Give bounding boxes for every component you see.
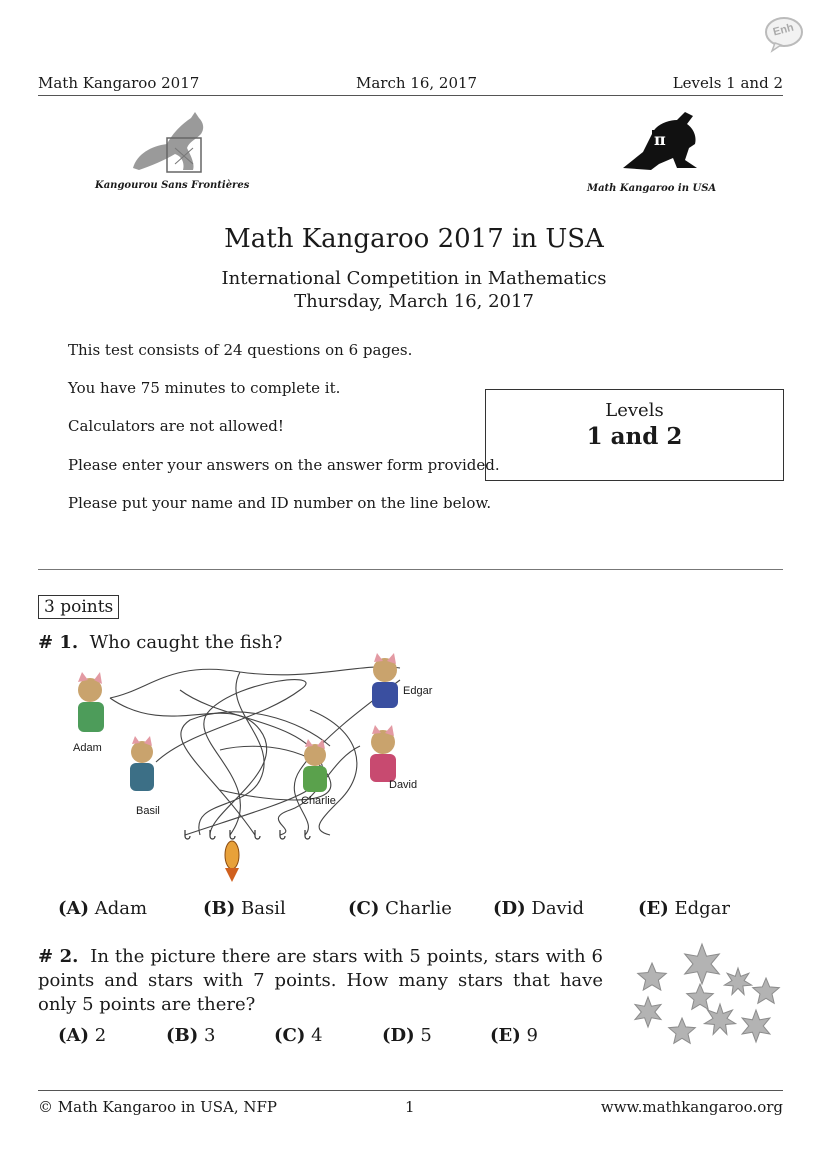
star-icon — [669, 1018, 696, 1043]
instruction-line: You have 75 minutes to complete it. — [68, 379, 341, 397]
footer-right[interactable]: www.mathkangaroo.org — [600, 1098, 783, 1116]
page-title: Math Kangaroo 2017 in USA — [224, 224, 604, 254]
q1-option-b[interactable]: (B) Basil — [203, 898, 286, 919]
star-icon — [638, 963, 667, 990]
left-logo-caption: Kangourou Sans Frontières — [95, 180, 250, 191]
question-2-text: In the picture there are stars with 5 points, stars with 6 points and stars with 7 points. How many stars that have only 5 points are there? — [38, 946, 603, 1015]
header-center: March 16, 2017 — [356, 74, 478, 92]
levels-box — [485, 389, 784, 481]
kangaroo-logo-icon — [95, 108, 255, 180]
q2-option-c[interactable]: (C) 4 — [274, 1025, 323, 1046]
star-icon — [753, 978, 780, 1003]
instruction-line: Calculators are not allowed! — [68, 417, 284, 435]
instruction-line: Please put your name and ID number on the line below. — [68, 494, 492, 512]
footer-rule — [38, 1090, 783, 1091]
question-1-number: # 1. — [38, 632, 79, 653]
question-2-number: # 2. — [38, 946, 79, 967]
footer-page-number: 1 — [405, 1098, 415, 1116]
stars-figure — [628, 940, 788, 1050]
figure-label-edgar: Edgar — [403, 685, 433, 697]
figure-label-david: David — [389, 779, 418, 791]
cat-david-icon — [370, 725, 396, 782]
q2-option-d[interactable]: (D) 5 — [382, 1025, 432, 1046]
section-divider — [38, 569, 783, 570]
figure-label-basil: Basil — [136, 805, 160, 817]
q2-option-b[interactable]: (B) 3 — [166, 1025, 216, 1046]
star-icon — [724, 968, 751, 995]
star-icon — [704, 1004, 735, 1034]
header-left: Math Kangaroo 2017 — [38, 74, 200, 92]
star-icon — [635, 997, 661, 1027]
cat-basil-icon — [130, 736, 154, 791]
instruction-line: Please enter your answers on the answer form provided. — [68, 456, 500, 474]
instruction-line: This test consists of 24 questions on 6 pages. — [68, 341, 413, 359]
question-1-figure — [60, 650, 460, 890]
q2-option-a[interactable]: (A) 2 — [58, 1025, 107, 1046]
levels-value: 1 and 2 — [586, 423, 683, 450]
q2-option-e[interactable]: (E) 9 — [490, 1025, 538, 1046]
cat-adam-icon — [78, 672, 104, 732]
kangourou-logo — [95, 108, 255, 198]
subtitle-line-1: International Competition in Mathematics — [221, 268, 607, 289]
levels-label: Levels — [605, 400, 664, 421]
q1-option-e[interactable]: (E) Edgar — [638, 898, 731, 919]
star-icon — [685, 944, 720, 984]
star-icon — [687, 984, 714, 1009]
figure-label-charlie: Charlie — [301, 795, 336, 807]
points-box: 3 points — [38, 595, 119, 619]
header-right: Levels 1 and 2 — [672, 74, 783, 92]
header-rule — [38, 95, 783, 96]
question-2-block — [38, 945, 603, 1017]
fish-icon — [225, 841, 239, 882]
figure-label-adam: Adam — [73, 742, 102, 754]
cat-charlie-icon — [303, 739, 327, 792]
tangled-lines-figure — [60, 650, 460, 890]
q1-option-c[interactable]: (C) Charlie — [348, 898, 452, 919]
footer-left: © Math Kangaroo in USA, NFP — [38, 1098, 278, 1116]
subtitle-line-2: Thursday, March 16, 2017 — [294, 291, 534, 312]
question-1-text: Who caught the fish? — [89, 632, 283, 653]
right-logo-caption: Math Kangaroo in USA — [587, 183, 717, 194]
stars-svg — [628, 940, 788, 1050]
cat-edgar-icon — [372, 653, 398, 708]
q1-option-d[interactable]: (D) David — [493, 898, 585, 919]
corner-badge-text: Enh — [771, 21, 795, 39]
q1-option-a[interactable]: (A) Adam — [58, 898, 148, 919]
math-kangaroo-logo — [585, 108, 725, 198]
star-icon — [742, 1010, 770, 1042]
corner-badge — [763, 15, 805, 53]
pi-symbol: π — [654, 130, 666, 149]
